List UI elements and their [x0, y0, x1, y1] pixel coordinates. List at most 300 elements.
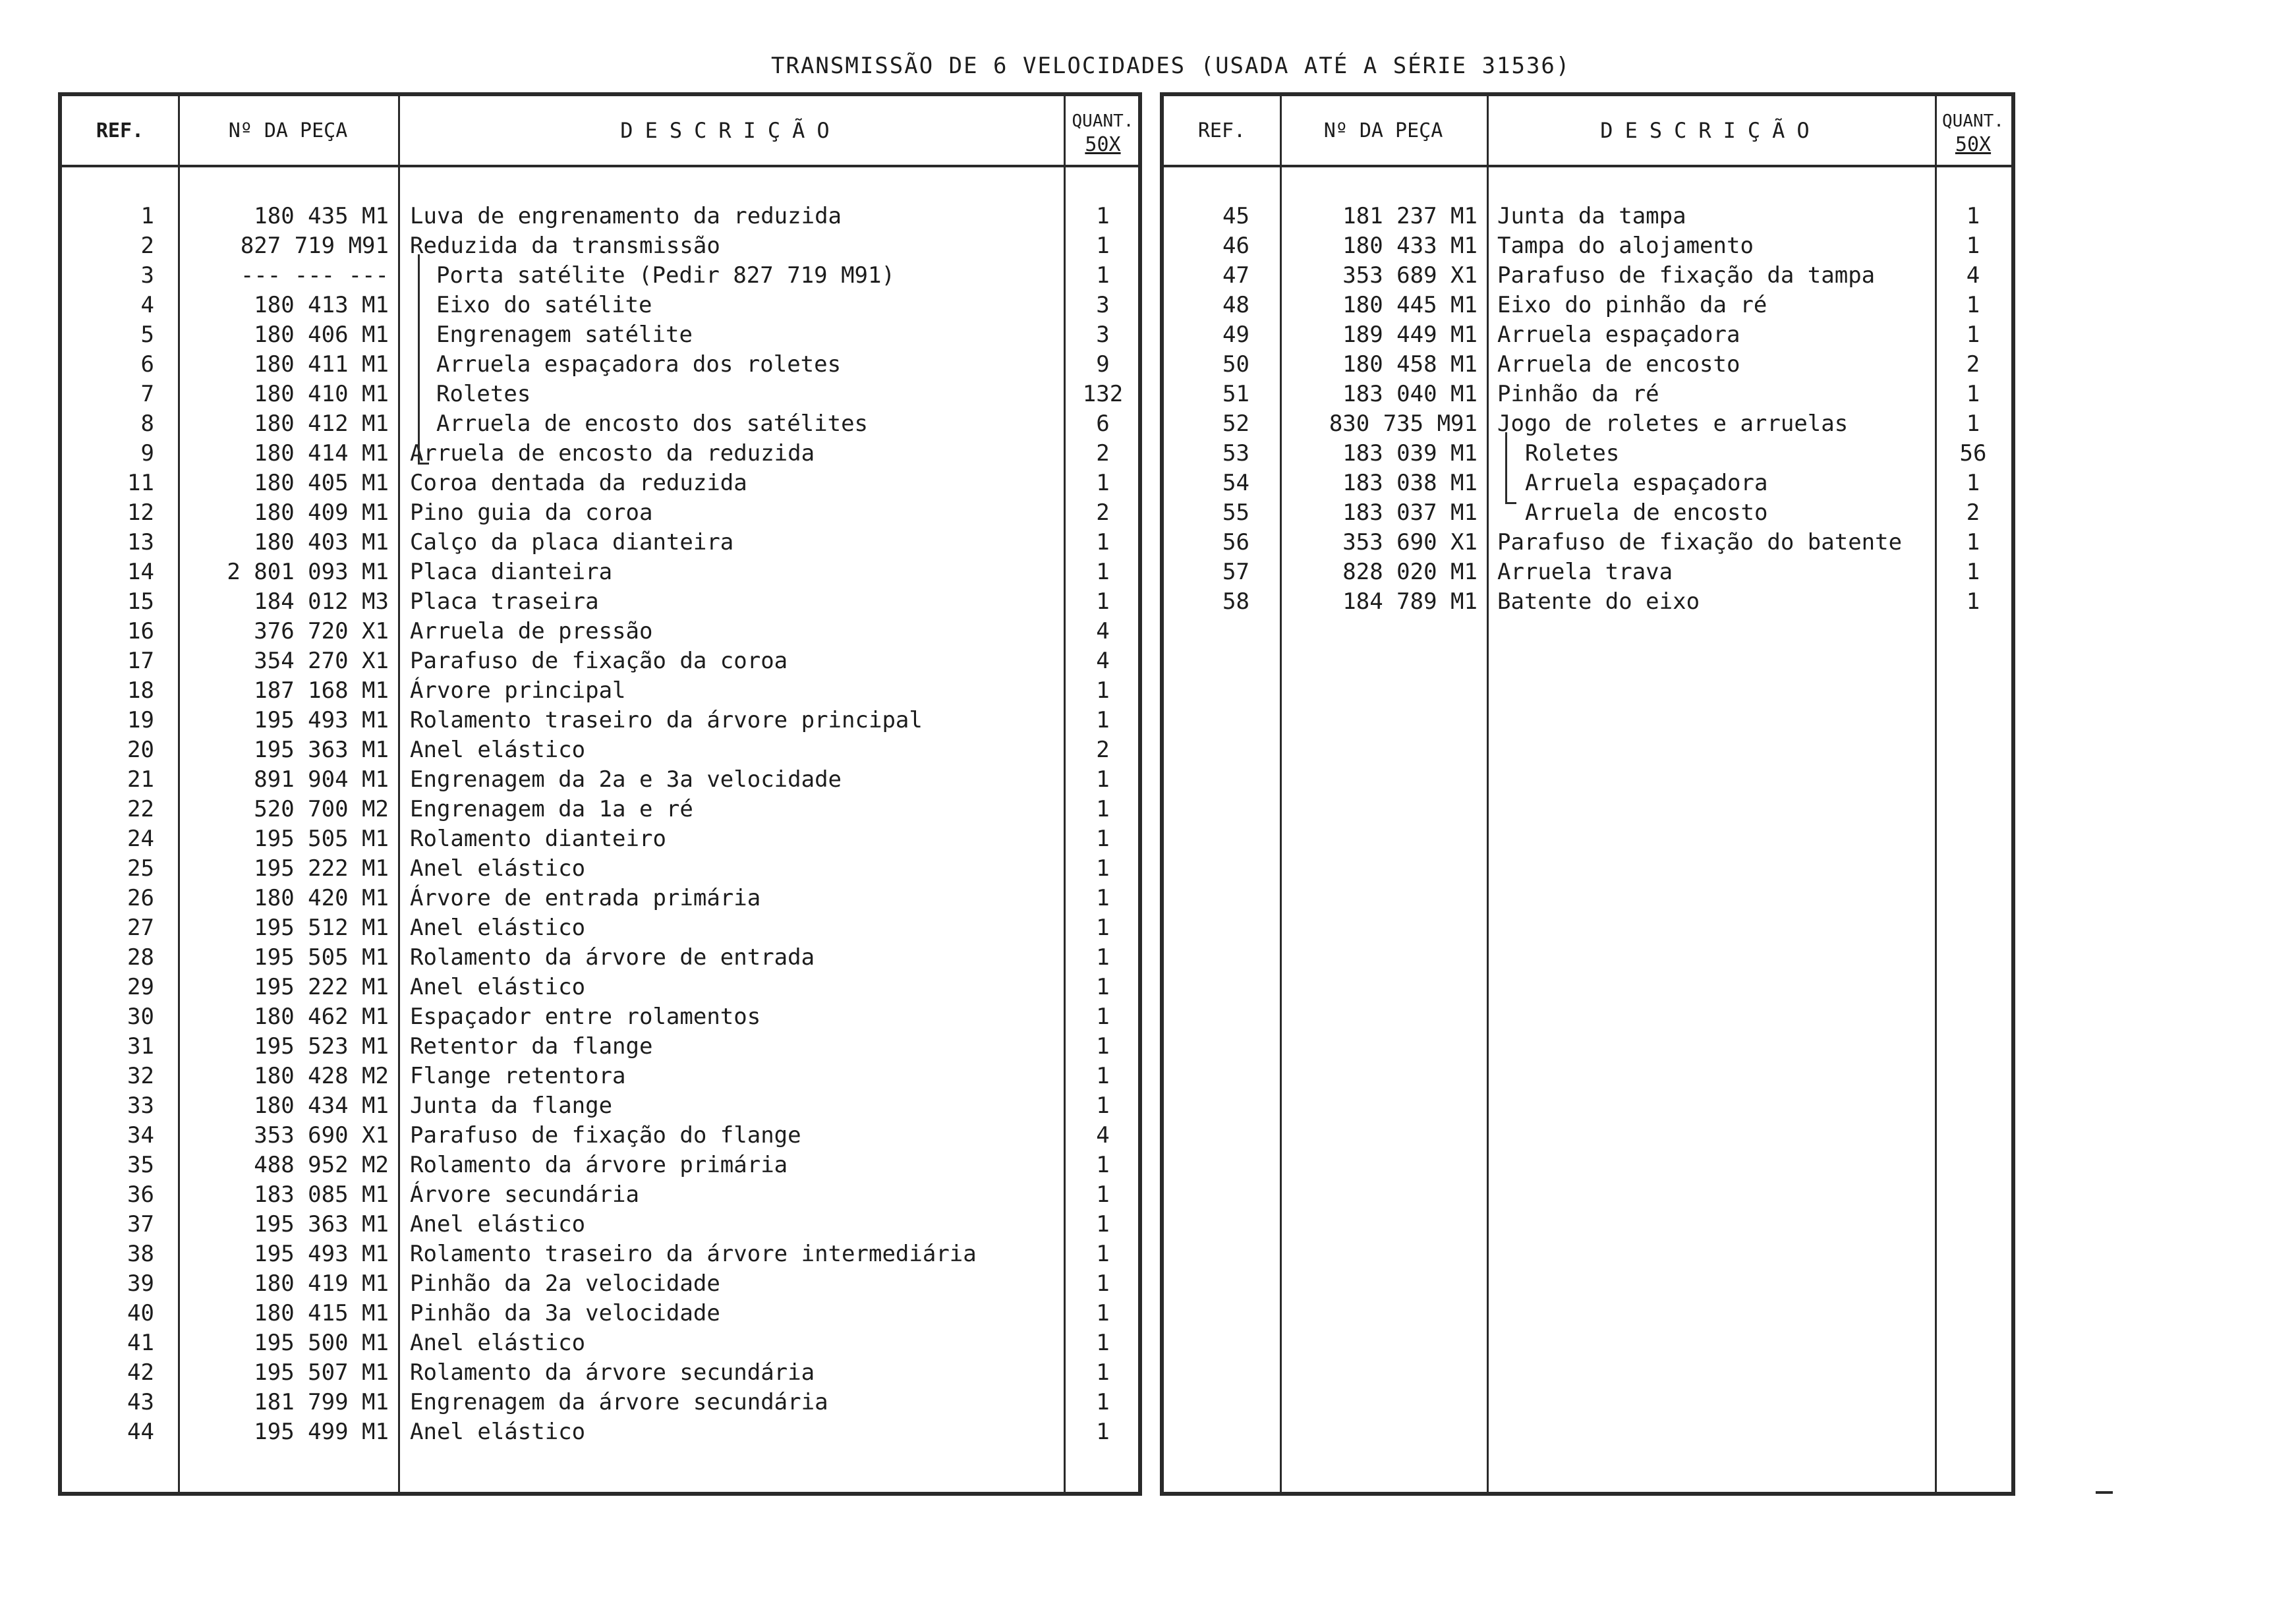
quantity-cell: 2: [1096, 737, 1110, 763]
parts-table-right: [1160, 92, 2015, 1496]
table-row: [62, 913, 1138, 943]
quantity-cell: 1: [1966, 322, 1980, 348]
table-row: [1164, 498, 2011, 528]
ref-cell: 7: [140, 381, 154, 407]
part-number-cell: 195 505 M1: [254, 826, 389, 852]
quantity-cell: 1: [1096, 974, 1110, 1000]
header-part-number: Nº DA PEÇA: [228, 119, 348, 142]
quantity-cell: 1: [1096, 826, 1110, 852]
quantity-cell: 1: [1096, 707, 1110, 733]
description-cell: Engrenagem da 1a e ré: [410, 796, 693, 822]
quantity-cell: 1: [1096, 915, 1110, 941]
part-number-cell: 184 789 M1: [1342, 588, 1478, 615]
description-cell: Parafuso de fixação da tampa: [1497, 262, 1876, 289]
quantity-cell: 1: [1096, 677, 1110, 704]
description-cell: Pinhão da 3a velocidade: [410, 1300, 720, 1326]
ref-cell: 46: [1222, 233, 1249, 259]
ref-cell: 35: [127, 1152, 154, 1178]
table-row: [1164, 380, 2011, 409]
description-cell: Roletes: [1525, 440, 1620, 467]
description-cell: Rolamento traseiro da árvore intermediária: [410, 1241, 977, 1267]
part-number-cell: 195 505 M1: [254, 944, 389, 971]
description-cell: Pino guia da coroa: [410, 499, 653, 526]
ref-cell: 25: [127, 855, 154, 882]
ref-cell: 53: [1222, 440, 1249, 467]
part-number-cell: 353 690 X1: [254, 1122, 389, 1149]
ref-cell: 55: [1222, 499, 1249, 526]
description-cell: Parafuso de fixação do flange: [410, 1122, 801, 1149]
quantity-cell: 1: [1966, 233, 1980, 259]
quantity-cell: 56: [1959, 440, 1987, 467]
table-row: [1164, 320, 2011, 350]
table-row: [62, 291, 1138, 320]
table-row: [62, 765, 1138, 795]
part-number-cell: 195 363 M1: [254, 737, 389, 763]
table-row: [62, 261, 1138, 291]
part-number-cell: 195 512 M1: [254, 915, 389, 941]
table-row: [62, 202, 1138, 231]
quantity-cell: 1: [1966, 588, 1980, 615]
table-row: [62, 1358, 1138, 1388]
ref-cell: 19: [127, 707, 154, 733]
ref-cell: 44: [127, 1419, 154, 1445]
part-number-cell: 827 719 M91: [240, 233, 389, 259]
description-cell: Retentor da flange: [410, 1033, 653, 1060]
part-number-cell: 180 412 M1: [254, 411, 389, 437]
quantity-cell: 6: [1096, 411, 1110, 437]
ref-cell: 18: [127, 677, 154, 704]
part-number-cell: 184 012 M3: [254, 588, 389, 615]
description-cell: Batente do eixo: [1497, 588, 1700, 615]
table-row: [62, 1121, 1138, 1150]
quantity-cell: 1: [1966, 559, 1980, 585]
part-number-cell: 181 799 M1: [254, 1389, 389, 1415]
edge-mark: [2096, 1491, 2113, 1494]
table-row: [62, 1239, 1138, 1269]
quantity-cell: 3: [1096, 322, 1110, 348]
quantity-cell: 1: [1096, 1093, 1110, 1119]
description-cell: Calço da placa dianteira: [410, 529, 734, 555]
header-quantity-label: QUANT.: [1942, 111, 2004, 131]
table-row: [1164, 409, 2011, 439]
part-number-cell: 183 037 M1: [1342, 499, 1478, 526]
quantity-cell: 132: [1082, 381, 1124, 407]
table-row: [1164, 231, 2011, 261]
header-part-number: Nº DA PEÇA: [1323, 119, 1443, 142]
ref-cell: 43: [127, 1389, 154, 1415]
quantity-cell: 1: [1966, 381, 1980, 407]
ref-cell: 1: [140, 203, 154, 229]
part-number-cell: 195 500 M1: [254, 1330, 389, 1356]
part-number-cell: 180 406 M1: [254, 322, 389, 348]
part-number-cell: 180 411 M1: [254, 351, 389, 378]
ref-cell: 49: [1222, 322, 1249, 348]
part-number-cell: 180 433 M1: [1342, 233, 1478, 259]
description-cell: Anel elástico: [410, 855, 586, 882]
table-row: [62, 1091, 1138, 1121]
description-cell: Rolamento da árvore secundária: [410, 1359, 815, 1386]
table-row: [62, 1299, 1138, 1328]
table-row: [62, 231, 1138, 261]
description-cell: Arruela espaçadora: [1525, 470, 1768, 496]
quantity-cell: 1: [1096, 470, 1110, 496]
ref-cell: 58: [1222, 588, 1249, 615]
description-cell: Parafuso de fixação da coroa: [410, 648, 788, 674]
part-number-cell: 891 904 M1: [254, 766, 389, 793]
part-number-cell: 180 428 M2: [254, 1063, 389, 1089]
quantity-cell: 1: [1096, 1033, 1110, 1060]
description-cell: Arruela trava: [1497, 559, 1673, 585]
quantity-cell: 1: [1096, 203, 1110, 229]
ref-cell: 51: [1222, 381, 1249, 407]
ref-cell: 5: [140, 322, 154, 348]
quantity-cell: 1: [1096, 1330, 1110, 1356]
part-number-cell: 376 720 X1: [254, 618, 389, 644]
description-cell: Tampa do alojamento: [1497, 233, 1754, 259]
ref-cell: 3: [140, 262, 154, 289]
quantity-cell: 2: [1096, 499, 1110, 526]
part-number-cell: 180 434 M1: [254, 1093, 389, 1119]
table-row: [62, 795, 1138, 824]
description-cell: Rolamento da árvore primária: [410, 1152, 788, 1178]
quantity-cell: 3: [1096, 292, 1110, 318]
ref-cell: 9: [140, 440, 154, 467]
header-divider: [1164, 165, 2011, 167]
quantity-cell: 1: [1096, 588, 1110, 615]
table-row: [62, 1032, 1138, 1062]
part-number-cell: 195 363 M1: [254, 1211, 389, 1237]
part-number-cell: 180 462 M1: [254, 1004, 389, 1030]
quantity-cell: 1: [1096, 529, 1110, 555]
header-quantity-unit: 50X: [1955, 133, 1992, 156]
table-row: [62, 1269, 1138, 1299]
table-row: [62, 1388, 1138, 1417]
description-cell: Porta satélite (Pedir 827 719 M91): [436, 262, 895, 289]
table-row: [62, 1180, 1138, 1210]
ref-cell: 41: [127, 1330, 154, 1356]
table-row: [62, 735, 1138, 765]
part-number-cell: 195 499 M1: [254, 1419, 389, 1445]
part-number-cell: 180 414 M1: [254, 440, 389, 467]
quantity-cell: 1: [1096, 1300, 1110, 1326]
part-number-cell: 180 410 M1: [254, 381, 389, 407]
table-row: [62, 706, 1138, 735]
ref-cell: 4: [140, 292, 154, 318]
table-row: [62, 943, 1138, 973]
ref-cell: 38: [127, 1241, 154, 1267]
ref-cell: 13: [127, 529, 154, 555]
ref-cell: 47: [1222, 262, 1249, 289]
table-row: [62, 1150, 1138, 1180]
description-cell: Anel elástico: [410, 915, 586, 941]
description-cell: Pinhão da 2a velocidade: [410, 1270, 720, 1297]
description-cell: Luva de engrenamento da reduzida: [410, 203, 842, 229]
quantity-cell: 1: [1096, 796, 1110, 822]
table-row: [62, 1062, 1138, 1091]
table-row: [1164, 350, 2011, 380]
header-quantity: [1064, 96, 1142, 167]
part-number-cell: 183 039 M1: [1342, 440, 1478, 467]
quantity-cell: 1: [1096, 1211, 1110, 1237]
ref-cell: 39: [127, 1270, 154, 1297]
header-divider: [62, 165, 1138, 167]
description-cell: Arruela de encosto dos satélites: [436, 411, 869, 437]
quantity-cell: 1: [1096, 1241, 1110, 1267]
ref-cell: 2: [140, 233, 154, 259]
quantity-cell: 1: [1096, 1419, 1110, 1445]
page-title: TRANSMISSÃO DE 6 VELOCIDADES (USADA ATÉ A SÉRIE 31536): [771, 53, 1571, 79]
description-cell: Anel elástico: [410, 1419, 586, 1445]
description-cell: Espaçador entre rolamentos: [410, 1004, 761, 1030]
part-number-cell: 180 458 M1: [1342, 351, 1478, 378]
table-row: [1164, 587, 2011, 617]
ref-cell: 48: [1222, 292, 1249, 318]
part-number-cell: 183 038 M1: [1342, 470, 1478, 496]
description-cell: Arruela de pressão: [410, 618, 653, 644]
header-quantity: [1935, 96, 2011, 167]
table-row: [62, 350, 1138, 380]
table-row: [62, 1210, 1138, 1239]
description-cell: Arruela espaçadora: [1497, 322, 1740, 348]
quantity-cell: 9: [1096, 351, 1110, 378]
description-cell: Rolamento traseiro da árvore principal: [410, 707, 923, 733]
ref-cell: 15: [127, 588, 154, 615]
quantity-cell: 1: [1966, 470, 1980, 496]
description-cell: Eixo do pinhão da ré: [1497, 292, 1767, 318]
quantity-cell: 1: [1096, 944, 1110, 971]
quantity-cell: 2: [1096, 440, 1110, 467]
table-row: [62, 617, 1138, 646]
ref-cell: 50: [1222, 351, 1249, 378]
description-cell: Anel elástico: [410, 974, 586, 1000]
ref-cell: 30: [127, 1004, 154, 1030]
ref-cell: 45: [1222, 203, 1249, 229]
header-description: DESCRIÇÃO: [620, 118, 842, 143]
table-row: [1164, 528, 2011, 557]
description-cell: Arruela espaçadora dos roletes: [436, 351, 842, 378]
quantity-cell: 1: [1096, 1181, 1110, 1208]
ref-cell: 17: [127, 648, 154, 674]
table-row: [62, 1002, 1138, 1032]
table-row: [62, 498, 1138, 528]
part-number-cell: 187 168 M1: [254, 677, 389, 704]
ref-cell: 26: [127, 885, 154, 911]
ref-cell: 22: [127, 796, 154, 822]
ref-cell: 31: [127, 1033, 154, 1060]
description-cell: Junta da tampa: [1497, 203, 1686, 229]
ref-cell: 24: [127, 826, 154, 852]
quantity-cell: 4: [1096, 1122, 1110, 1149]
part-number-cell: 180 409 M1: [254, 499, 389, 526]
quantity-cell: 1: [1096, 233, 1110, 259]
ref-cell: 34: [127, 1122, 154, 1149]
description-cell: Engrenagem satélite: [436, 322, 693, 348]
header-quantity-label: QUANT.: [1072, 111, 1134, 131]
part-number-cell: 195 222 M1: [254, 974, 389, 1000]
ref-cell: 12: [127, 499, 154, 526]
description-cell: Jogo de roletes e arruelas: [1497, 411, 1849, 437]
quantity-cell: 4: [1966, 262, 1980, 289]
quantity-cell: 1: [1096, 1063, 1110, 1089]
table-row: [62, 320, 1138, 350]
part-number-cell: 195 493 M1: [254, 707, 389, 733]
ref-cell: 42: [127, 1359, 154, 1386]
description-cell: Eixo do satélite: [436, 292, 652, 318]
ref-cell: 40: [127, 1300, 154, 1326]
part-number-cell: --- --- ---: [240, 262, 389, 289]
table-body: [1164, 202, 2011, 617]
part-number-cell: 180 420 M1: [254, 885, 389, 911]
description-cell: Pinhão da ré: [1497, 381, 1659, 407]
description-cell: Reduzida da transmissão: [410, 233, 720, 259]
quantity-cell: 1: [1966, 292, 1980, 318]
quantity-cell: 4: [1096, 618, 1110, 644]
part-number-cell: 180 413 M1: [254, 292, 389, 318]
part-number-cell: 195 523 M1: [254, 1033, 389, 1060]
part-number-cell: 189 449 M1: [1342, 322, 1478, 348]
table-body: [62, 202, 1138, 1447]
header-ref: REF.: [1197, 119, 1246, 142]
part-number-cell: 180 415 M1: [254, 1300, 389, 1326]
table-row: [62, 973, 1138, 1002]
description-cell: Anel elástico: [410, 737, 586, 763]
group-bracket: [1505, 432, 1516, 504]
quantity-cell: 1: [1096, 885, 1110, 911]
part-number-cell: 180 405 M1: [254, 470, 389, 496]
description-cell: Roletes: [436, 381, 531, 407]
group-bracket: [418, 254, 429, 465]
part-number-cell: 520 700 M2: [254, 796, 389, 822]
part-number-cell: 353 689 X1: [1342, 262, 1478, 289]
ref-cell: 28: [127, 944, 154, 971]
part-number-cell: 180 403 M1: [254, 529, 389, 555]
description-cell: Anel elástico: [410, 1211, 586, 1237]
ref-cell: 16: [127, 618, 154, 644]
part-number-cell: 353 690 X1: [1342, 529, 1478, 555]
description-cell: Placa traseira: [410, 588, 599, 615]
part-number-cell: 180 445 M1: [1342, 292, 1478, 318]
quantity-cell: 1: [1966, 529, 1980, 555]
table-row: [1164, 557, 2011, 587]
description-cell: Flange retentora: [410, 1063, 626, 1089]
description-cell: Árvore de entrada primária: [410, 885, 761, 911]
part-number-cell: 195 507 M1: [254, 1359, 389, 1386]
quantity-cell: 1: [1096, 1270, 1110, 1297]
ref-cell: 27: [127, 915, 154, 941]
quantity-cell: 1: [1966, 203, 1980, 229]
table-row: [62, 676, 1138, 706]
part-number-cell: 183 085 M1: [254, 1181, 389, 1208]
header-description: DESCRIÇÃO: [1600, 118, 1822, 143]
ref-cell: 37: [127, 1211, 154, 1237]
table-row: [62, 439, 1138, 469]
quantity-cell: 1: [1096, 1389, 1110, 1415]
quantity-cell: 1: [1096, 559, 1110, 585]
ref-cell: 52: [1222, 411, 1249, 437]
quantity-cell: 1: [1096, 766, 1110, 793]
quantity-cell: 1: [1096, 1004, 1110, 1030]
ref-cell: 6: [140, 351, 154, 378]
table-row: [1164, 261, 2011, 291]
description-cell: Engrenagem da 2a e 3a velocidade: [410, 766, 842, 793]
table-row: [62, 854, 1138, 884]
part-number-cell: 181 237 M1: [1342, 203, 1478, 229]
quantity-cell: 2: [1966, 351, 1980, 378]
part-number-cell: 2 801 093 M1: [227, 559, 389, 585]
ref-cell: 56: [1222, 529, 1249, 555]
part-number-cell: 195 493 M1: [254, 1241, 389, 1267]
description-cell: Parafuso de fixação do batente: [1497, 529, 1903, 555]
part-number-cell: 195 222 M1: [254, 855, 389, 882]
ref-cell: 32: [127, 1063, 154, 1089]
description-cell: Junta da flange: [410, 1093, 613, 1119]
table-row: [62, 409, 1138, 439]
header-quantity-unit: 50X: [1085, 133, 1121, 156]
quantity-cell: 1: [1096, 1152, 1110, 1178]
table-row: [62, 528, 1138, 557]
part-number-cell: 828 020 M1: [1342, 559, 1478, 585]
description-cell: Rolamento dianteiro: [410, 826, 666, 852]
table-row: [62, 884, 1138, 913]
part-number-cell: 180 435 M1: [254, 203, 389, 229]
quantity-cell: 2: [1966, 499, 1980, 526]
quantity-cell: 1: [1096, 262, 1110, 289]
description-cell: Arruela de encosto da reduzida: [410, 440, 815, 467]
part-number-cell: 354 270 X1: [254, 648, 389, 674]
description-cell: Árvore secundária: [410, 1181, 639, 1208]
header-ref: REF.: [96, 119, 144, 142]
ref-cell: 20: [127, 737, 154, 763]
description-cell: Placa dianteira: [410, 559, 613, 585]
table-row: [1164, 439, 2011, 469]
description-cell: Árvore principal: [410, 677, 626, 704]
description-cell: Rolamento da árvore de entrada: [410, 944, 815, 971]
table-row: [1164, 291, 2011, 320]
table-row: [62, 587, 1138, 617]
table-row: [62, 1328, 1138, 1358]
part-number-cell: 183 040 M1: [1342, 381, 1478, 407]
ref-cell: 8: [140, 411, 154, 437]
table-row: [62, 1417, 1138, 1447]
table-row: [1164, 469, 2011, 498]
ref-cell: 29: [127, 974, 154, 1000]
description-cell: Anel elástico: [410, 1330, 586, 1356]
quantity-cell: 1: [1096, 855, 1110, 882]
ref-cell: 36: [127, 1181, 154, 1208]
table-row: [62, 469, 1138, 498]
part-number-cell: 180 419 M1: [254, 1270, 389, 1297]
ref-cell: 33: [127, 1093, 154, 1119]
table-row: [62, 557, 1138, 587]
ref-cell: 21: [127, 766, 154, 793]
quantity-cell: 1: [1966, 411, 1980, 437]
description-cell: Arruela de encosto: [1497, 351, 1740, 378]
table-row: [62, 824, 1138, 854]
ref-cell: 57: [1222, 559, 1249, 585]
table-row: [62, 646, 1138, 676]
ref-cell: 11: [127, 470, 154, 496]
description-cell: Coroa dentada da reduzida: [410, 470, 747, 496]
parts-table-left: [58, 92, 1142, 1496]
ref-cell: 14: [127, 559, 154, 585]
table-row: [1164, 202, 2011, 231]
part-number-cell: 488 952 M2: [254, 1152, 389, 1178]
quantity-cell: 4: [1096, 648, 1110, 674]
ref-cell: 54: [1222, 470, 1249, 496]
table-row: [62, 380, 1138, 409]
description-cell: Engrenagem da árvore secundária: [410, 1389, 828, 1415]
part-number-cell: 830 735 M91: [1329, 411, 1478, 437]
